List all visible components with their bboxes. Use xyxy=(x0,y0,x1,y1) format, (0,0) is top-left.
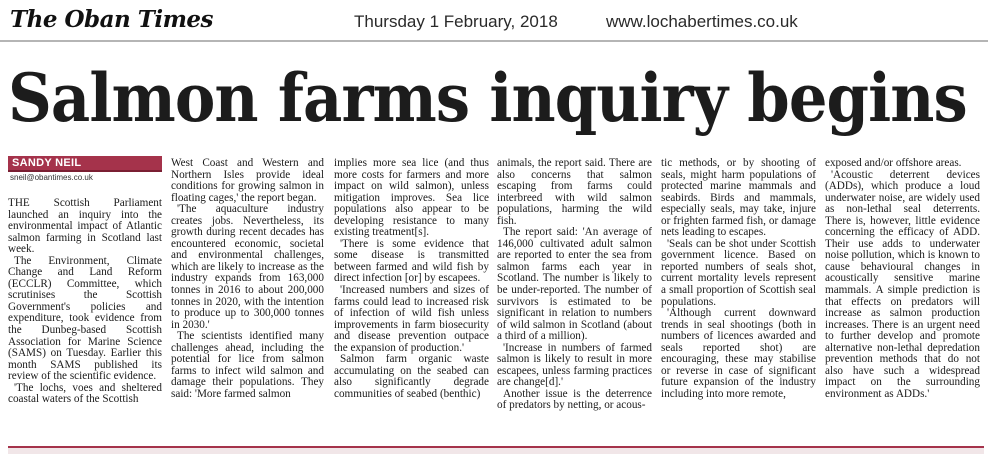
masthead xyxy=(0,0,988,40)
paragraph: The Environment, Climate Change and Land Reform (ECCLR) Committee, which scrutinises the Scottish Government's policies and expenditure, took evidence from the Dunbeg-based Scottish Association for Marine Science (SAMS) on Tuesday. Earlier this month SAMS published its review of the scientific evidence. xyxy=(8,254,162,383)
article-column-5 xyxy=(661,158,816,400)
article-column-6 xyxy=(825,158,980,400)
paragraph: 'Increase in numbers of farmed salmon is likely to result in more escapees, unless farming practices are change[d].' xyxy=(497,341,652,389)
bottom-border-panel xyxy=(8,448,984,454)
paragraph: Another issue is the deterrence of predators by netting, or acous- xyxy=(497,387,652,412)
issue-date: Thursday 1 February, 2018 xyxy=(354,12,558,31)
masthead-divider xyxy=(0,40,988,42)
article-column-3 xyxy=(334,158,489,400)
byline-bar xyxy=(8,156,162,172)
paper-name: The Oban Times xyxy=(10,6,213,33)
paragraph: animals, the report said. There are also concerns that salmon escaping from farms could interbreed with wild salmon populations, harming the wild fish. xyxy=(497,157,652,227)
paragraph: tic methods, or by shooting of seals, might harm populations of protected marine mammals and seabirds. Birds and mammals, especially seals, may take, injure or frighten farmed fish, or damage nets leading to escapes. xyxy=(661,157,816,239)
article-column-1 xyxy=(8,198,162,406)
paragraph: The scientists identified many challenges ahead, including the potential for lice from salmon farms to infect wild salmon and damage their populations. They said: 'More farmed salmon xyxy=(171,330,324,400)
paragraph: 'Seals can be shot under Scottish government licence. Based on reported numbers of seals shot, current mortality levels represent a small proportion of Scottish seal populations. xyxy=(661,237,816,308)
byline-email[interactable]: sneil@obantimes.co.uk xyxy=(10,173,93,182)
paragraph: West Coast and Western and Northern Isles provide ideal conditions for growing salmon in floating cages,' the report began. xyxy=(171,157,324,204)
paragraph: implies more sea lice (and thus more costs for farmers and more impact on wild salmon), unless mitigation improves. Sea lice populations also appear to be developing resistance to many existing treatment[s]. xyxy=(334,157,489,239)
paragraph: 'The lochs, voes and sheltered coastal waters of the Scottish xyxy=(8,381,162,406)
byline-author: SANDY NEIL xyxy=(12,157,82,169)
website-url[interactable]: www.lochabertimes.co.uk xyxy=(606,12,798,31)
paragraph: 'Acoustic deterrent devices (ADDs), which produce a loud underwater noise, are widely used as non-lethal seal deterrents. There is, however, little evidence concerning the efficacy of ADD. Their use adds to underwater noise pollution, which is known to cause behavioural changes in acoustically sensitive marine mammals. A simple prediction is that effects on predators will increase as salmon production increases. There is an urgent need to further develop and promote alternative non-lethal depredation prevention methods that do not also have such a widespread impact on the surrounding environment as ADDs.' xyxy=(825,168,980,400)
paragraph: 'The aquaculture industry creates jobs. Nevertheless, its growth during recent decades has encountered economic, societal and environmental challenges, which are likely to increase as the industry expands from 163,000 tonnes in 2016 to about 200,000 tonnes in 2020, with the intention to produce up to 300,000 tonnes in 2030.' xyxy=(171,203,324,331)
article-headline: Salmon farms inquiry begins xyxy=(8,59,967,137)
paragraph: THE Scottish Parliament launched an inquiry into the environmental impact of Atlantic salmon farming in Scotland last week. xyxy=(8,197,162,256)
article-column-2 xyxy=(171,158,324,400)
paragraph: Salmon farm organic waste accumulating on the seabed can also significantly degrade communities of seabed (benthic) xyxy=(334,353,489,400)
paragraph: 'There is some evidence that some disease is transmitted between farmed and wild fish by direct infection [or] by escapees. xyxy=(334,237,489,285)
article-column-4 xyxy=(497,158,652,412)
paragraph: exposed and/or offshore areas. xyxy=(825,157,962,169)
paragraph: 'Although current downward trends in seal shootings (both in numbers of licences awarded and seals reported shot) are encouraging, these may stabilise or reverse in case of significant future expansion of the industry including into more remote, xyxy=(661,307,816,400)
paragraph: 'Increased numbers and sizes of farms could lead to increased risk of infection of wild fish unless improvements in farm biosecurity and disease prevention outpace the expansion of production.' xyxy=(334,284,489,354)
paragraph: The report said: 'An average of 146,000 cultivated adult salmon are reported to enter the sea from salmon farms each year in Scotland. The number is likely to be under-reported. The number of survivors is estimated to be significant in relation to numbers of wild salmon in Scotland (about a third of a million). xyxy=(497,226,652,343)
